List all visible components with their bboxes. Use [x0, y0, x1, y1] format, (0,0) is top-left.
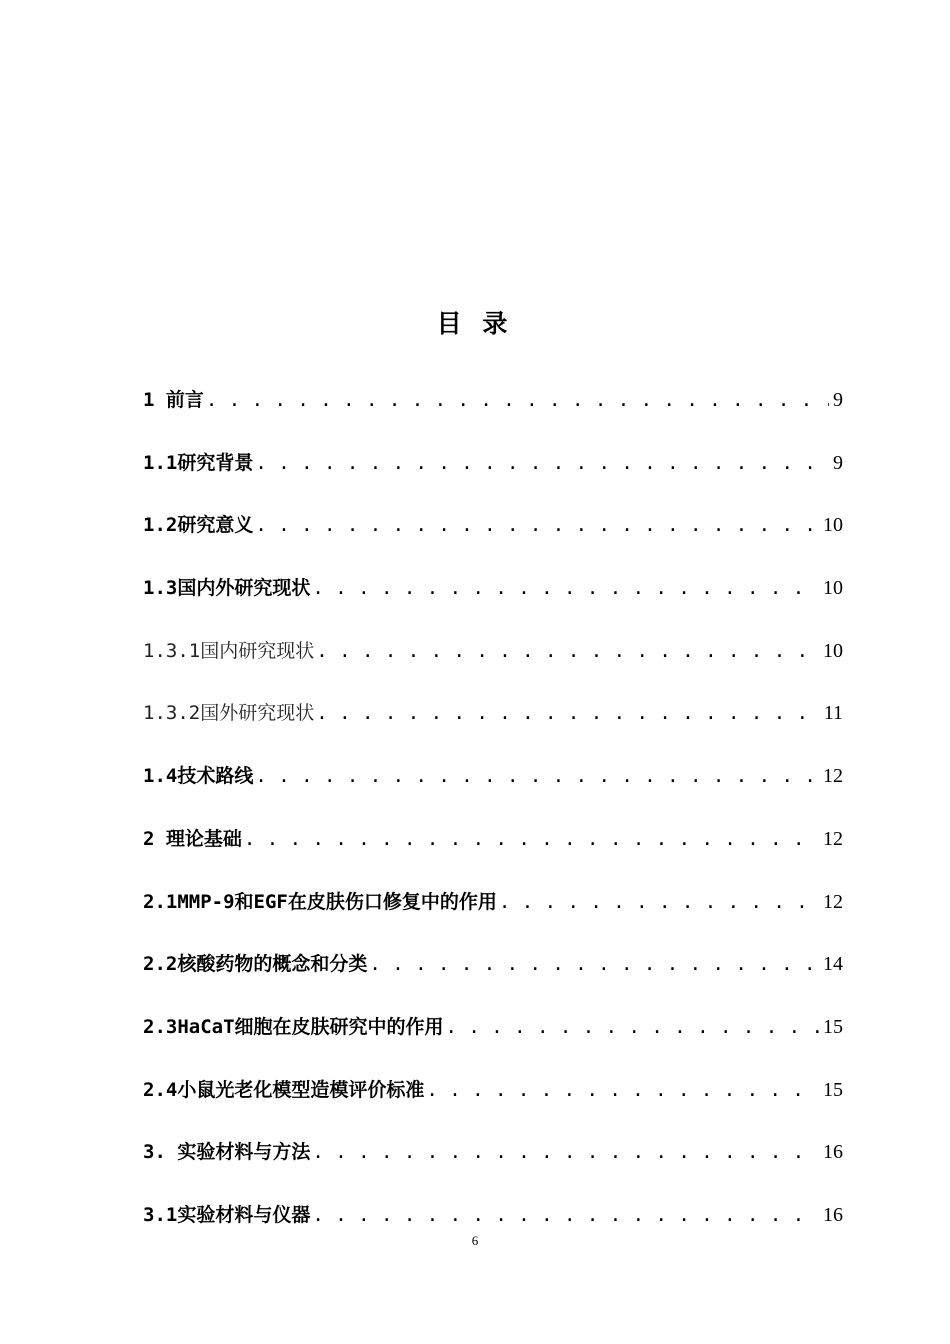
toc-entry-label: 2.2核酸药物的概念和分类: [143, 953, 368, 976]
toc-entry-page: 11: [823, 702, 843, 725]
toc-entry-label: 2 理论基础: [143, 827, 242, 850]
toc-entry-label: 1.3.2国外研究现状: [143, 702, 315, 725]
toc-entry[interactable]: [143, 1068, 843, 1131]
toc-dot-leader: [316, 629, 819, 673]
toc-entry[interactable]: [143, 691, 843, 754]
toc-dot-leader: [369, 942, 819, 986]
toc-dot-leader: [499, 880, 819, 924]
table-of-contents: [143, 378, 843, 1256]
toc-dot-leader: [312, 566, 819, 610]
toc-entry-label: 1.3国内外研究现状: [143, 577, 311, 600]
toc-entry-page: 15: [823, 1015, 843, 1038]
toc-dot-leader: [255, 441, 829, 485]
toc-title: 目 录: [436, 309, 514, 338]
toc-entry-page: 9: [833, 451, 843, 474]
toc-dot-leader: [206, 378, 829, 422]
toc-dot-leader: [316, 691, 820, 735]
toc-entry-label: 3.1实验材料与仪器: [143, 1203, 311, 1226]
toc-entry[interactable]: [143, 629, 843, 692]
toc-entry-label: 1.1研究背景: [143, 451, 254, 474]
toc-entry[interactable]: [143, 1130, 843, 1193]
toc-entry-label: 3. 实验材料与方法: [143, 1141, 311, 1164]
toc-entry-label: 1.2研究意义: [143, 514, 254, 537]
toc-entry[interactable]: [143, 754, 843, 817]
toc-dot-leader: [312, 1193, 819, 1237]
toc-dot-leader: [244, 817, 819, 861]
toc-entry[interactable]: [143, 378, 843, 441]
toc-entry[interactable]: [143, 441, 843, 504]
toc-entry-page: 10: [823, 639, 843, 662]
toc-entry[interactable]: [143, 880, 843, 943]
toc-dot-leader: [255, 503, 819, 547]
toc-entry-label: 2.1MMP-9和EGF在皮肤伤口修复中的作用: [143, 890, 497, 913]
toc-entry-page: 10: [823, 514, 843, 537]
toc-entry-page: 16: [823, 1141, 843, 1164]
toc-entry[interactable]: [143, 817, 843, 880]
toc-entry-page: 12: [823, 890, 843, 913]
toc-entry[interactable]: [143, 942, 843, 1005]
toc-entry-page: 14: [823, 953, 843, 976]
toc-entry-page: 12: [823, 765, 843, 788]
toc-dot-leader: [255, 754, 819, 798]
page-number: 6: [471, 1233, 479, 1248]
toc-entry-label: 2.3HaCaT细胞在皮肤研究中的作用: [143, 1015, 444, 1038]
toc-entry-page: 9: [833, 389, 843, 411]
toc-entry[interactable]: [143, 1005, 843, 1068]
toc-dot-leader: [312, 1130, 819, 1174]
toc-entry-page: 12: [823, 827, 843, 850]
toc-entry[interactable]: [143, 566, 843, 629]
toc-entry-label: 1.3.1国内研究现状: [143, 639, 315, 662]
toc-entry[interactable]: [143, 503, 843, 566]
toc-entry-page: 10: [823, 577, 843, 600]
toc-entry-label: 1.4技术路线: [143, 765, 254, 788]
toc-entry-label: 2.4小鼠光老化模型造模评价标准: [143, 1078, 425, 1101]
toc-dot-leader: [446, 1005, 819, 1049]
toc-entry-label: 1 前言: [143, 389, 204, 411]
toc-entry-page: 15: [823, 1078, 843, 1101]
toc-dot-leader: [426, 1068, 819, 1112]
toc-entry-page: 16: [823, 1203, 843, 1226]
